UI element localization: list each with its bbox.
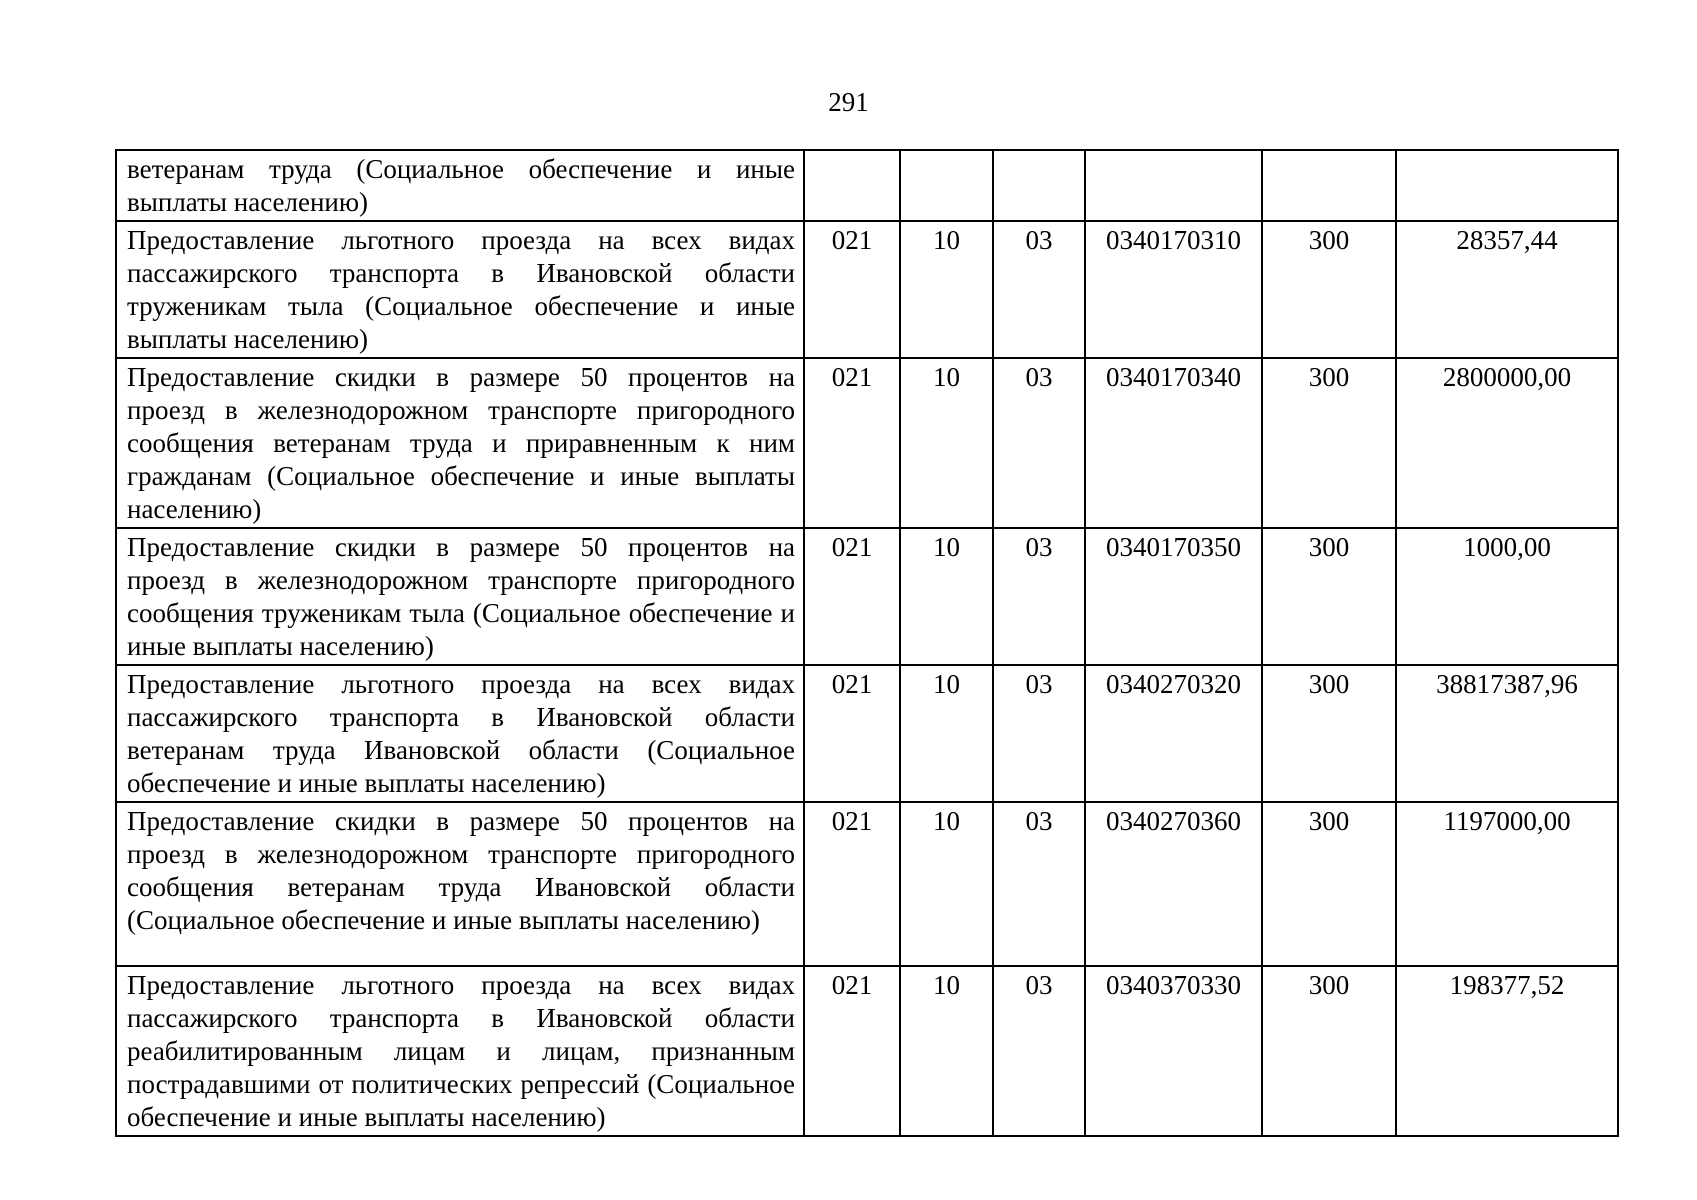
row-ministry-code: 021	[804, 802, 900, 966]
row-expense-type: 300	[1262, 221, 1396, 358]
row-target-article: 0340270320	[1085, 665, 1262, 802]
row-target-article: 0340270360	[1085, 802, 1262, 966]
row-ministry-code: 021	[804, 528, 900, 665]
row-section-code: 10	[900, 966, 993, 1136]
row-expense-type: 300	[1262, 528, 1396, 665]
row-description: ветеранам труда (Социальное обеспечение и иные выплаты населению)	[116, 150, 804, 221]
row-section-code: 10	[900, 665, 993, 802]
page-number: 291	[828, 87, 869, 117]
row-target-article: 0340170350	[1085, 528, 1262, 665]
row-target-article: 0340170340	[1085, 358, 1262, 528]
row-amount: 28357,44	[1396, 221, 1618, 358]
table-row	[116, 966, 1618, 1136]
row-amount: 198377,52	[1396, 966, 1618, 1136]
row-expense-type: 300	[1262, 802, 1396, 966]
row-target-article	[1085, 150, 1262, 221]
row-expense-type: 300	[1262, 665, 1396, 802]
row-amount: 1000,00	[1396, 528, 1618, 665]
table-row	[116, 802, 1618, 966]
row-description: Предоставление скидки в размере 50 процентов на проезд в железнодорожном транспорте пригородного сообщения труженикам тыла (Социальное обеспечение и иные выплаты населению)	[116, 528, 804, 665]
table-row	[116, 528, 1618, 665]
row-ministry-code: 021	[804, 221, 900, 358]
table-row	[116, 150, 1618, 221]
row-description: Предоставление льготного проезда на всех видах пассажирского транспорта в Ивановской области труженикам тыла (Социальное обеспечение и иные выплаты населению)	[116, 221, 804, 358]
row-section-code: 10	[900, 528, 993, 665]
row-ministry-code: 021	[804, 966, 900, 1136]
row-subsection-code: 03	[993, 966, 1085, 1136]
row-subsection-code: 03	[993, 358, 1085, 528]
row-ministry-code: 021	[804, 358, 900, 528]
row-expense-type	[1262, 150, 1396, 221]
row-target-article: 0340370330	[1085, 966, 1262, 1136]
row-description: Предоставление скидки в размере 50 процентов на проезд в железнодорожном транспорте пригородного сообщения ветеранам труда и приравненным к ним гражданам (Социальное обеспечение и иные выплаты населению)	[116, 358, 804, 528]
row-amount	[1396, 150, 1618, 221]
row-section-code	[900, 150, 993, 221]
row-ministry-code: 021	[804, 665, 900, 802]
row-subsection-code: 03	[993, 802, 1085, 966]
row-expense-type: 300	[1262, 966, 1396, 1136]
row-subsection-code: 03	[993, 665, 1085, 802]
row-expense-type: 300	[1262, 358, 1396, 528]
row-description: Предоставление скидки в размере 50 процентов на проезд в железнодорожном транспорте пригородного сообщения ветеранам труда Ивановской области (Социальное обеспечение и иные выплаты населению)	[116, 802, 804, 966]
row-description: Предоставление льготного проезда на всех видах пассажирского транспорта в Ивановской области реабилитированным лицам и лицам, признанным пострадавшими от политических репрессий (Социальное обеспечение и иные выплаты населению)	[116, 966, 804, 1136]
row-section-code: 10	[900, 358, 993, 528]
row-section-code: 10	[900, 802, 993, 966]
row-target-article: 0340170310	[1085, 221, 1262, 358]
row-subsection-code: 03	[993, 528, 1085, 665]
table-row	[116, 358, 1618, 528]
row-section-code: 10	[900, 221, 993, 358]
row-ministry-code	[804, 150, 900, 221]
row-amount: 38817387,96	[1396, 665, 1618, 802]
row-subsection-code	[993, 150, 1085, 221]
table-row	[116, 665, 1618, 802]
row-subsection-code: 03	[993, 221, 1085, 358]
row-description: Предоставление льготного проезда на всех видах пассажирского транспорта в Ивановской области ветеранам труда Ивановской области (Социальное обеспечение и иные выплаты населению)	[116, 665, 804, 802]
row-amount: 1197000,00	[1396, 802, 1618, 966]
row-amount: 2800000,00	[1396, 358, 1618, 528]
budget-table	[115, 149, 1619, 1137]
table-row	[116, 221, 1618, 358]
